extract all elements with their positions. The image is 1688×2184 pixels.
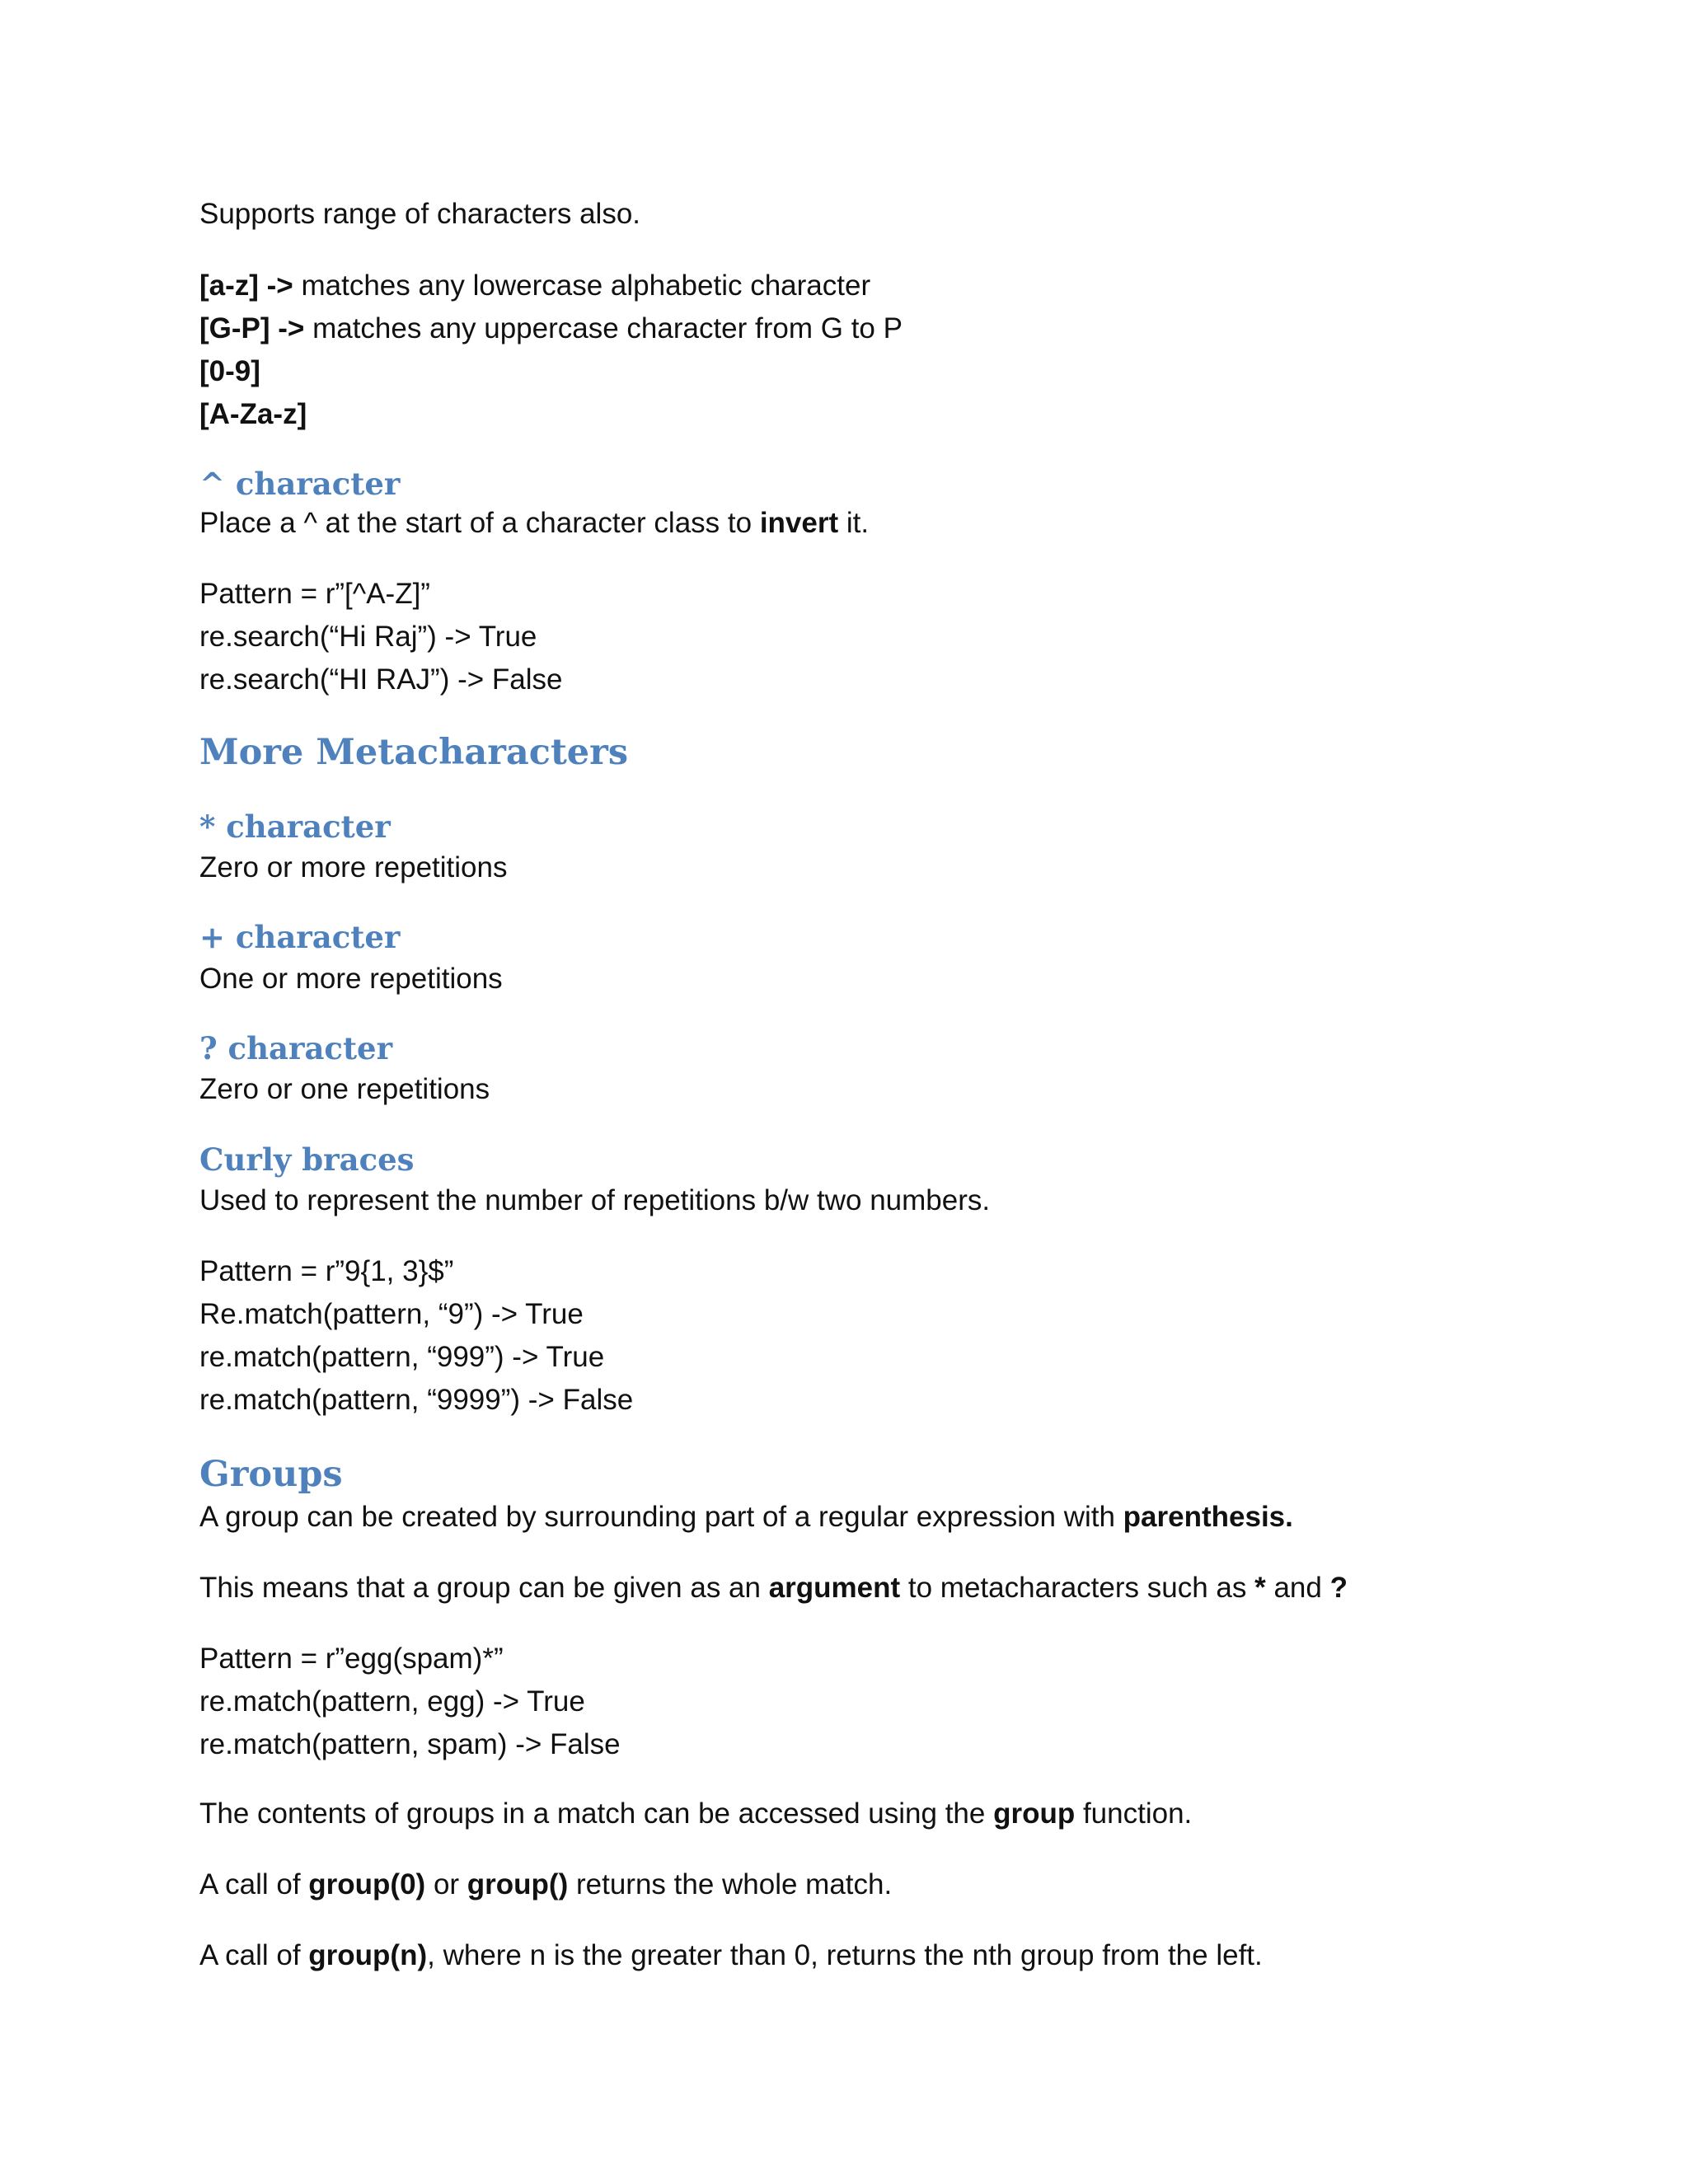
caret-desc-bold: invert — [759, 507, 839, 539]
curly-code-line-4: re.match(pattern, “9999”) -> False — [199, 1384, 634, 1416]
range-desc: matches any uppercase character from G to P — [304, 312, 903, 344]
curly-braces-heading: Curly braces — [199, 1141, 415, 1178]
groups-p4-text: A call of — [199, 1868, 309, 1900]
groups-p4-text-end: returns the whole match. — [568, 1868, 893, 1900]
question-description: Zero or one repetitions — [199, 1073, 490, 1105]
range-code: [A-Za-z] — [199, 398, 307, 430]
groups-code-line-3: re.match(pattern, spam) -> False — [199, 1728, 621, 1760]
groups-paragraph-3 — [199, 1796, 1192, 1832]
curly-braces-description: Used to represent the number of repetitions b/w two numbers. — [199, 1184, 991, 1216]
groups-p4-bold-1: group(0) — [308, 1868, 426, 1900]
groups-p2-text-mid: to metacharacters such as — [900, 1572, 1255, 1604]
groups-paragraph-5 — [199, 1938, 1263, 1974]
groups-p2-bold: argument — [768, 1572, 901, 1604]
groups-p3-bold: group — [993, 1797, 1076, 1830]
more-metacharacters-heading: More Metacharacters — [199, 732, 629, 773]
caret-code-line-1: Pattern = r”[^A-Z]” — [199, 578, 430, 610]
curly-code-line-2: Re.match(pattern, “9”) -> True — [199, 1298, 584, 1330]
star-description: Zero or more repetitions — [199, 851, 508, 883]
range-code: [0-9] — [199, 355, 260, 387]
range-code: [G-P] -> — [199, 312, 305, 344]
star-heading: * character — [199, 808, 391, 845]
groups-p5-text: A call of — [199, 1939, 309, 1971]
groups-paragraph-1 — [199, 1499, 1293, 1535]
groups-p1-text: A group can be created by surrounding part of a regular expression with — [199, 1501, 1123, 1533]
range-item-lowercase — [199, 268, 870, 304]
groups-p2-question: ? — [1329, 1572, 1348, 1604]
groups-p4-text-mid: or — [425, 1868, 467, 1900]
groups-p5-bold: group(n) — [308, 1939, 428, 1971]
groups-paragraph-2 — [199, 1570, 1348, 1606]
caret-desc-text: Place a ^ at the start of a character class to — [199, 507, 760, 539]
groups-p2-and: and — [1265, 1572, 1330, 1604]
groups-code-line-2: re.match(pattern, egg) -> True — [199, 1685, 585, 1718]
plus-description: One or more repetitions — [199, 963, 503, 995]
caret-heading: ^ character — [199, 466, 401, 502]
caret-desc-text-end: it. — [838, 507, 870, 539]
caret-code-line-2: re.search(“Hi Raj”) -> True — [199, 621, 537, 653]
range-desc: matches any lowercase alphabetic character — [293, 269, 871, 302]
groups-p5-text-end: , where n is the greater than 0, returns the nth group from the left. — [427, 1939, 1263, 1971]
groups-heading: Groups — [199, 1454, 343, 1495]
caret-code-line-3: re.search(“HI RAJ”) -> False — [199, 663, 563, 696]
groups-p4-bold-2: group() — [467, 1868, 569, 1900]
range-item-digits — [199, 354, 260, 390]
plus-heading: + character — [199, 919, 401, 955]
range-item-letters — [199, 396, 307, 433]
caret-description — [199, 505, 869, 541]
groups-p2-star: * — [1254, 1572, 1266, 1604]
curly-code-line-3: re.match(pattern, “999”) -> True — [199, 1341, 605, 1373]
groups-code-line-1: Pattern = r”egg(spam)*” — [199, 1643, 504, 1675]
groups-paragraph-4 — [199, 1867, 892, 1903]
range-intro-text: Supports range of characters also. — [199, 198, 641, 230]
groups-p3-text-end: function. — [1075, 1797, 1193, 1830]
groups-p3-text: The contents of groups in a match can be accessed using the — [199, 1797, 994, 1830]
range-item-uppercase — [199, 311, 903, 347]
groups-p2-text: This means that a group can be given as an — [199, 1572, 769, 1604]
curly-code-line-1: Pattern = r”9{1, 3}$” — [199, 1255, 454, 1287]
range-code: [a-z] -> — [199, 269, 293, 302]
groups-p1-bold: parenthesis. — [1123, 1501, 1293, 1533]
question-heading: ? character — [199, 1030, 393, 1066]
